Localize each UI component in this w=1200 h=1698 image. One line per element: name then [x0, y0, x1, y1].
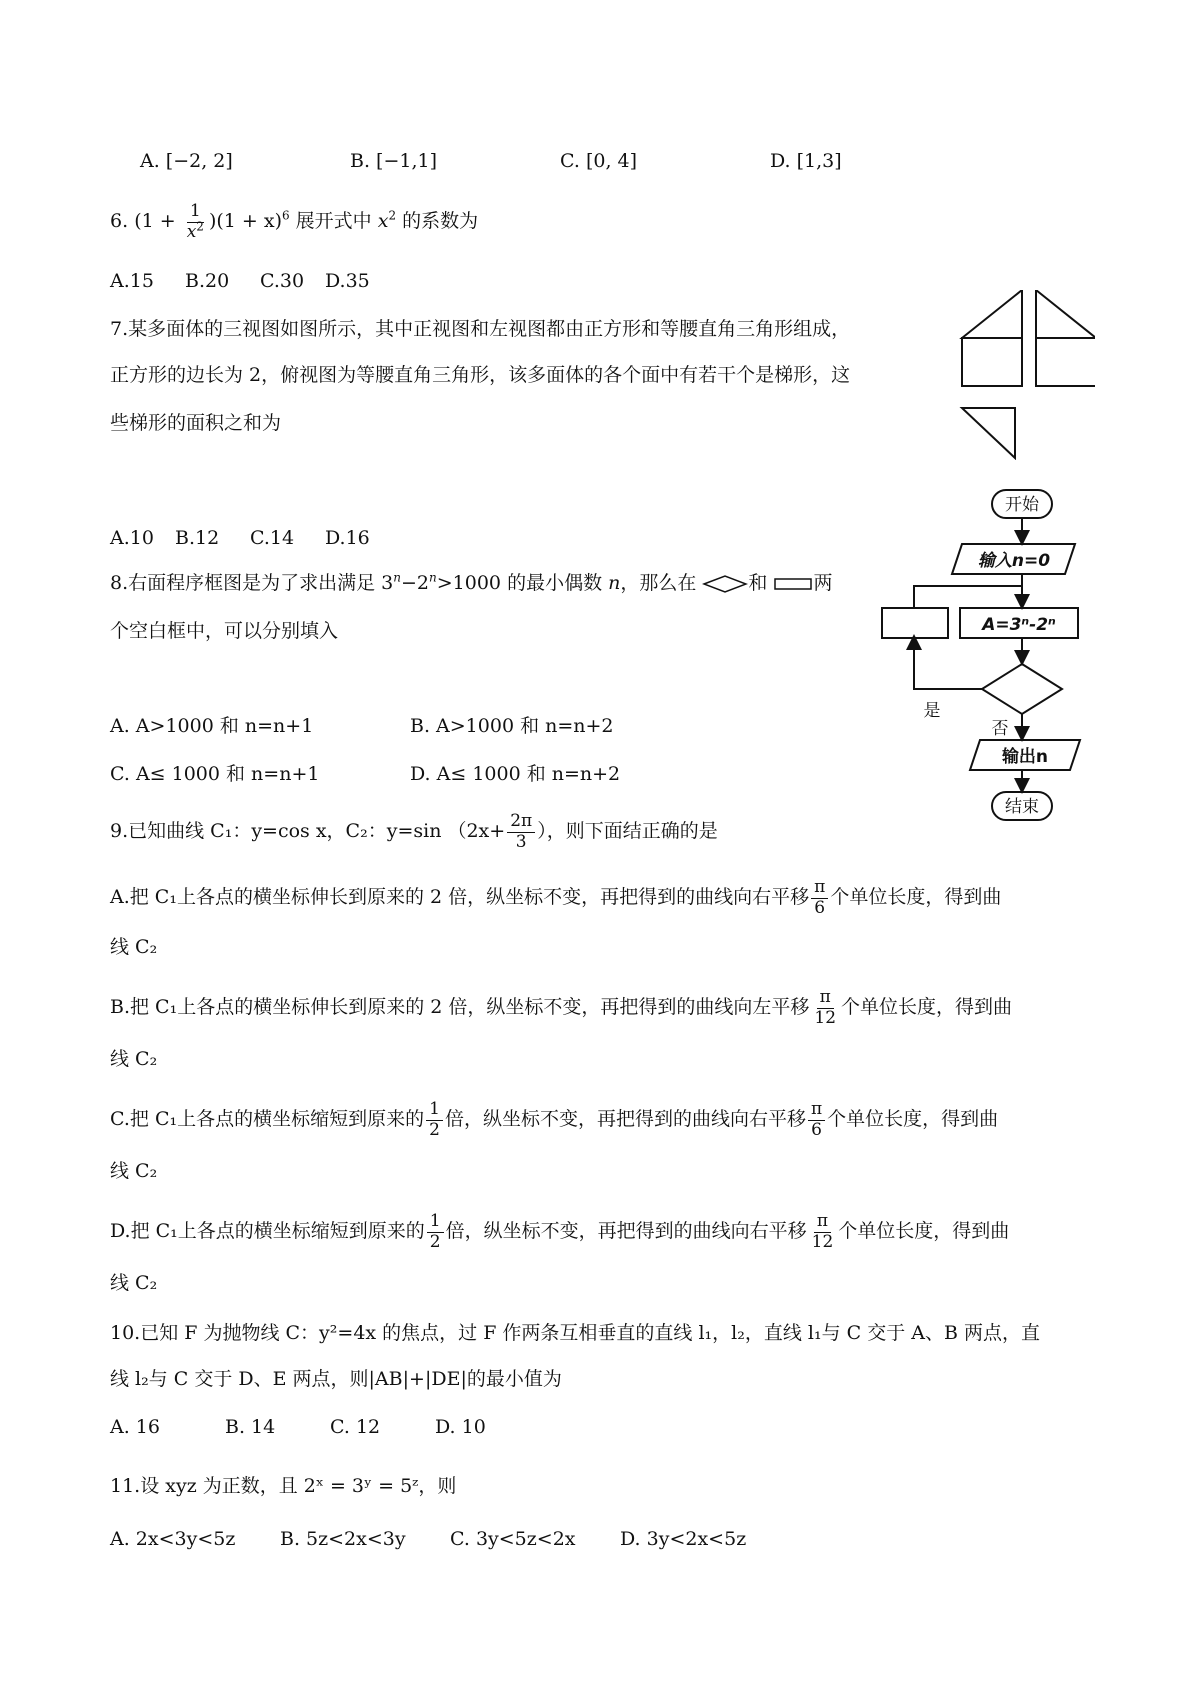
q7-option-b: B.12 [175, 527, 220, 549]
side-view-square [1036, 338, 1095, 386]
q9-option-a-cont: 线 C₂ [110, 936, 158, 958]
flowchart [870, 488, 1085, 828]
top-view-triangle [962, 408, 1015, 458]
q9-stem-fraction: $\frac{2\pi}{3}$ [507, 812, 535, 852]
q11-stem: 11.设 xyz 为正数，且 2ˣ = 3ʸ = 5ᶻ，则 [110, 1475, 457, 1497]
q11-option-c: C. 3y<5z<2x [450, 1528, 576, 1550]
flowchart-decision-diamond [982, 664, 1062, 714]
diamond-shape-icon [702, 574, 748, 594]
q10-line-1: 10.已知 F 为抛物线 C：y²=4x 的焦点，过 F 作两条互相垂直的直线 l₁，l₂，直线 l₁与 C 交于 A、B 两点，直 [110, 1322, 1040, 1344]
q10-option-d: D. 10 [435, 1416, 486, 1438]
q10-option-b: B. 14 [225, 1416, 276, 1438]
q9-option-c: C.把 C₁上各点的横坐标缩短到原来的 $\frac{1}{2}$ 倍，纵坐标不变，再把得到的曲线向右平移 $\frac{\pi}{6}$ 个单位长度，得到曲 [110, 1099, 999, 1140]
q10-option-a: A. 16 [110, 1416, 160, 1438]
q5-option-c: C. [0, 4] [560, 150, 638, 172]
q5-options [140, 150, 842, 173]
q8-option-d: D. A≤ 1000 和 n=n+2 [410, 763, 621, 785]
q9-option-d: D.把 C₁上各点的横坐标缩短到原来的 $\frac{1}{2}$ 倍，纵坐标不变，再把得到的曲线向右平移 $\frac{\pi}{12}$ 个单位长度，得到曲 [110, 1211, 1010, 1252]
q6-option-a: A.15 [110, 270, 154, 292]
q6-stem: 6. (1 + $\frac{1}{x^2}$ )$(1 + x)^6$ 展开式中 $x^2$ 的系数为 [110, 201, 479, 242]
q11-option-b: B. 5z<2x<3y [280, 1528, 406, 1550]
q7-option-d: D.16 [325, 527, 370, 549]
q7-line-2: 正方形的边长为 2，俯视图为等腰直角三角形，该多面体的各个面中有若干个是梯形，这 [110, 364, 851, 386]
q9-option-c-cont: 线 C₂ [110, 1160, 158, 1182]
flowchart-no-label: 否 [991, 719, 1009, 739]
q8-option-a: A. A>1000 和 n=n+1 [110, 715, 314, 737]
front-view-square [962, 338, 1022, 386]
q7-option-c: C.14 [250, 527, 295, 549]
flowchart-process-label: A=3ⁿ-2ⁿ [982, 615, 1056, 635]
q8-option-b: B. A>1000 和 n=n+2 [410, 715, 614, 737]
flowchart-input-label: 输入n=0 [977, 551, 1051, 571]
q6-option-d: D.35 [325, 270, 370, 292]
q8-options-row-2 [110, 763, 620, 786]
q10-option-c: C. 12 [330, 1416, 381, 1438]
q7-option-a: A.10 [110, 527, 154, 549]
q7-line-1: 7.某多面体的三视图如图所示，其中正视图和左视图都由正方形和等腰直角三角形组成， [110, 318, 851, 340]
three-view-figure [955, 290, 1095, 460]
q9-option-d-cont: 线 C₂ [110, 1272, 158, 1294]
flowchart-blank-box [882, 608, 948, 638]
q10-options [110, 1416, 486, 1439]
q9-stem: 9.已知曲线 C₁：y=cos x，C₂：y=sin （2x+ $\frac{2\pi}{3}$ ），则下面结正确的是 [110, 811, 718, 852]
side-view-triangle [1036, 290, 1095, 338]
q6-option-b: B.20 [185, 270, 230, 292]
q11-option-a: A. 2x<3y<5z [110, 1528, 236, 1550]
q6-fraction: $\frac{1}{x^2}$ [186, 201, 204, 242]
front-view-triangle [962, 290, 1022, 338]
flowchart-end-label: 结束 [1005, 797, 1039, 817]
q7-line-3: 些梯形的面积之和为 [110, 412, 282, 434]
flowchart-output-label: 输出n [1001, 747, 1049, 767]
q5-option-a: A. [−2, 2] [140, 150, 233, 172]
flowchart-yes-label: 是 [923, 701, 941, 721]
q8-line-1: 8.右面程序框图是为了求出满足 $3^n-2^n>1000$ 的最小偶数 n，那么在 和 两 [110, 570, 833, 594]
flowchart-start-label: 开始 [1005, 495, 1039, 515]
q5-option-b: B. [−1,1] [350, 150, 438, 172]
q6-options [110, 270, 370, 293]
q5-option-d: D. [1,3] [770, 150, 842, 172]
q11-options [110, 1528, 746, 1551]
q6-option-c: C.30 [260, 270, 305, 292]
rectangle-shape-icon [773, 576, 813, 592]
q7-options [110, 527, 370, 550]
q9-option-b: B.把 C₁上各点的横坐标伸长到原来的 2 倍，纵坐标不变，再把得到的曲线向左平移 $\frac{\pi}{12}$ 个单位长度，得到曲 [110, 987, 1013, 1028]
q10-line-2: 线 l₂与 C 交于 D、E 两点，则|AB|+|DE|的最小值为 [110, 1368, 562, 1390]
q8-option-c: C. A≤ 1000 和 n=n+1 [110, 763, 320, 785]
q9-option-a: A.把 C₁上各点的横坐标伸长到原来的 2 倍，纵坐标不变，再把得到的曲线向右平移 $\frac{\pi}{6}$ 个单位长度，得到曲 [110, 877, 1002, 918]
q9-option-b-cont: 线 C₂ [110, 1048, 158, 1070]
q11-option-d: D. 3y<2x<5z [620, 1528, 747, 1550]
q8-line-2: 个空白框中，可以分别填入 [110, 620, 339, 642]
q8-options-row-1 [110, 715, 614, 738]
